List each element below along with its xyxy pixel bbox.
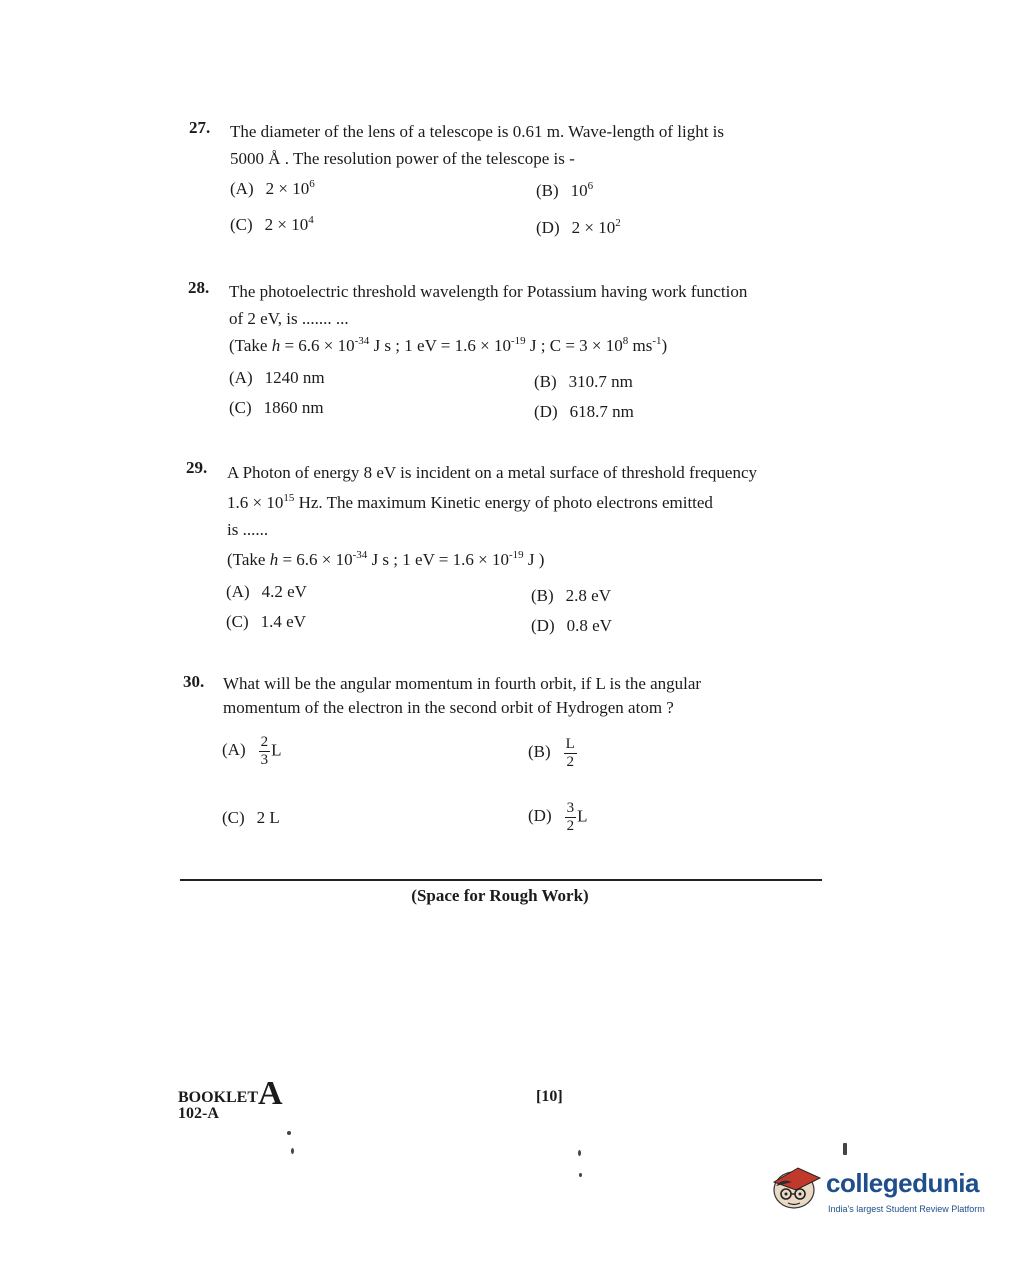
option-b: (B) $\frac{L}{2}$ [528, 736, 575, 770]
option-a: (A) $2 \times 10^6$ [230, 178, 315, 198]
question-number: 28. [188, 278, 210, 297]
question-text-line: momentum of the electron in the second orbit of Hydrogen atom ? [223, 698, 674, 717]
question-text-line: The diameter of the lens of a telescope is 0.61 m. Wave-length of light is [230, 122, 725, 141]
fraction: $\frac{2}{3}$ [260, 734, 269, 768]
booklet-code: 102-A [178, 1105, 219, 1122]
option-d: (D) 0.8 eV [531, 616, 612, 635]
logo-tagline: India's largest Student Review Platform [828, 1204, 985, 1214]
question-number: 29. [186, 458, 208, 477]
option-c: (C) 1.4 eV [226, 612, 306, 631]
option-d: (D) $\frac{3}{2}$ L [528, 800, 588, 834]
rough-work-heading: (Space for Rough Work) [411, 886, 589, 905]
scan-speck [578, 1150, 581, 1156]
option-b: (B) $10^6$ [536, 180, 594, 200]
question-text-line: What will be the angular momentum in fourth orbit, if L is the angular [223, 674, 702, 693]
option-d: (D) 618.7 nm [534, 402, 634, 421]
booklet-label: BOOKLETA [178, 1075, 283, 1112]
fraction: $\frac{L}{2}$ [565, 736, 575, 770]
scan-speck [579, 1173, 582, 1177]
given-constants: (Take $h = 6.6 \times 10^{-34}$ J s ; 1 eV = $1.6 \times 10^{-19}$ J ) [227, 549, 545, 569]
question-number: 30. [183, 672, 205, 691]
option-c: (C) 1860 nm [229, 398, 324, 417]
question-text-line: The photoelectric threshold wavelength for Potassium having work function [229, 282, 748, 301]
option-c: (C) 2 L [222, 808, 280, 827]
logo-wordmark: collegedunia [826, 1168, 979, 1198]
option-a: (A) 1240 nm [229, 368, 325, 387]
question-number: 27. [189, 118, 211, 137]
option-c: (C) $2 \times 10^4$ [230, 214, 314, 234]
question-text-line: A Photon of energy 8 eV is incident on a metal surface of threshold frequency [227, 463, 758, 482]
option-d: (D) $2 \times 10^2$ [536, 217, 621, 237]
collegedunia-logo [768, 1160, 998, 1220]
option-b: (B) 310.7 nm [534, 372, 633, 391]
option-b: (B) 2.8 eV [531, 586, 611, 605]
question-text-line: of 2 eV, is ....... ... [229, 309, 349, 328]
scan-speck [287, 1131, 291, 1135]
scan-speck [843, 1143, 847, 1155]
mascot-icon [768, 1160, 824, 1216]
option-a: (A) 4.2 eV [226, 582, 307, 601]
question-text [227, 458, 827, 542]
page-number: [10] [536, 1088, 563, 1105]
question-text [229, 278, 829, 332]
option-a: (A) $\frac{2}{3}$ L [222, 734, 282, 768]
fraction: $\frac{3}{2}$ [566, 800, 575, 834]
question-text-line: 5000 Å . The resolution power of the telescope is - [230, 149, 575, 168]
divider [180, 879, 822, 881]
given-constants: (Take $h = 6.6 \times 10^{-34}$ J s ; 1 eV = $1.6 \times 10^{-19}$ J ; $C = 3 \times 10^8$ $ms^{-1}$) [229, 335, 668, 355]
question-text [230, 118, 830, 172]
question-text [223, 672, 823, 720]
question-text-line: is ...... [227, 520, 269, 539]
question-text-line: $1.6 \times 10^{15}$ Hz. The maximum Kinetic energy of photo electrons emitted [227, 492, 713, 512]
scan-speck [291, 1148, 294, 1154]
